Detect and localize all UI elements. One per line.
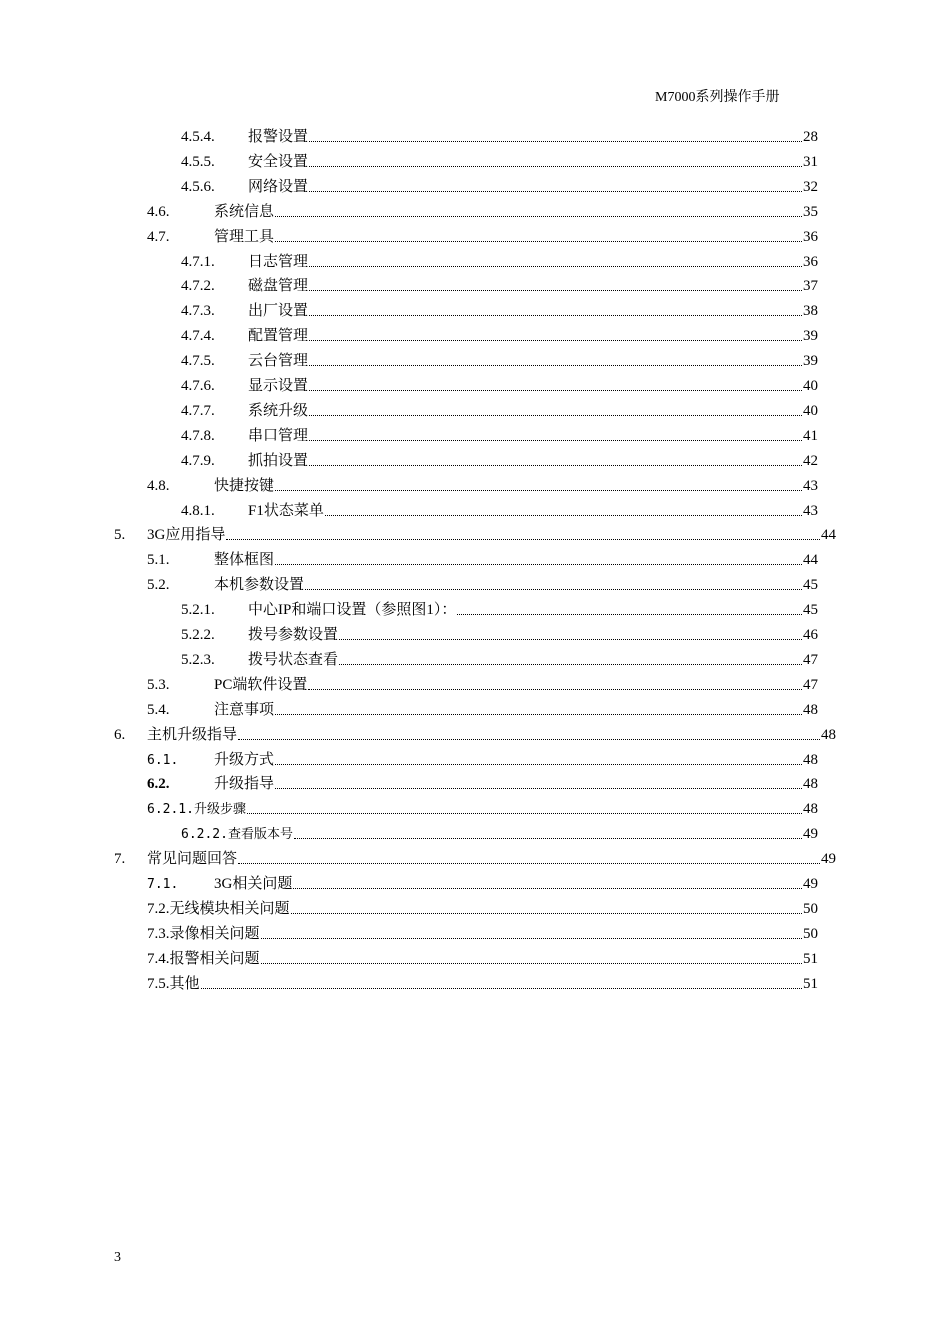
toc-entry[interactable]: [181, 425, 818, 447]
toc-entry-page: 44: [803, 552, 818, 569]
toc-entry-number: 5.1.: [147, 552, 170, 569]
toc-entry-page: 48: [803, 776, 818, 793]
toc-entry-number: 4.7.3.: [181, 303, 215, 320]
toc-entry-page: 39: [803, 328, 818, 345]
toc-entry[interactable]: [147, 923, 818, 945]
toc-entry-page: 49: [821, 851, 836, 868]
toc-entry-title: F1状态菜单: [248, 502, 324, 519]
toc-dot-leader: [238, 739, 820, 740]
toc-entry-number: 4.8.: [147, 477, 170, 494]
toc-dot-leader: [457, 614, 802, 615]
toc-entry-page: 45: [803, 577, 818, 594]
toc-entry[interactable]: [147, 873, 818, 895]
toc-entry-title: 抓拍设置: [248, 452, 309, 469]
toc-entry-page: 43: [803, 502, 818, 519]
toc-dot-leader: [275, 216, 802, 217]
toc-dot-leader: [309, 266, 802, 267]
toc-entry-page: 40: [803, 378, 818, 394]
toc-dot-leader: [275, 241, 802, 242]
toc-entry-title: 整体框图: [214, 552, 275, 569]
toc-dot-leader: [339, 639, 802, 640]
toc-entry-page: 38: [803, 303, 818, 320]
toc-entry-page: 50: [803, 925, 818, 942]
toc-dot-leader: [261, 963, 802, 964]
toc-dot-leader: [247, 813, 802, 814]
toc-entry-number: 5.2.2.: [181, 627, 215, 643]
toc-entry-page: 48: [821, 726, 836, 743]
toc-dot-leader: [309, 365, 802, 366]
toc-entry-page: 44: [821, 527, 836, 544]
toc-entry-title: 升级指导: [214, 776, 275, 793]
toc-entry-number: 6.1.: [147, 752, 179, 768]
toc-entry-number: 4.8.1.: [181, 502, 215, 519]
toc-entry-page: 48: [803, 701, 818, 718]
toc-dot-leader: [261, 938, 802, 939]
toc-entry[interactable]: [147, 798, 818, 820]
toc-entry[interactable]: [181, 126, 818, 148]
toc-entry-title: 7.4.报警相关问题: [147, 950, 260, 967]
toc-entry[interactable]: [181, 624, 818, 646]
toc-entry[interactable]: [181, 300, 818, 322]
toc-entry-title: 7.2.无线模块相关问题: [147, 900, 290, 917]
toc-entry-page: 40: [803, 402, 818, 419]
toc-entry-title: 系统升级: [248, 402, 309, 419]
toc-entry-page: 45: [803, 602, 818, 619]
toc-entry-title: 3G相关问题: [214, 876, 293, 892]
toc-entry-page: 35: [803, 203, 818, 220]
toc-entry-number: 4.6.: [147, 203, 170, 220]
toc-entry-page: 31: [803, 153, 818, 170]
toc-entry-title: 系统信息: [214, 203, 275, 220]
toc-entry[interactable]: [147, 226, 818, 248]
toc-entry[interactable]: [181, 275, 818, 297]
toc-dot-leader: [309, 390, 802, 391]
toc-entry[interactable]: [181, 176, 818, 198]
toc-entry[interactable]: [147, 549, 818, 571]
toc-entry-number: 4.7.4.: [181, 328, 215, 345]
toc-entry[interactable]: [181, 400, 818, 422]
toc-dot-leader: [309, 465, 802, 466]
toc-entry[interactable]: [114, 524, 836, 546]
toc-entry-number: 5.4.: [147, 701, 170, 718]
toc-entry-page: 51: [803, 950, 818, 967]
toc-dot-leader: [309, 415, 802, 416]
toc-dot-leader: [308, 689, 802, 690]
toc-entry[interactable]: [147, 973, 818, 995]
toc-entry[interactable]: [181, 450, 818, 472]
toc-entry-page: 50: [803, 900, 818, 917]
toc-entry[interactable]: [147, 699, 818, 721]
toc-entry-page: 47: [803, 651, 818, 668]
toc-entry[interactable]: [181, 350, 818, 372]
toc-entry-title: 安全设置: [248, 153, 309, 170]
toc-entry-page: 49: [803, 876, 818, 892]
toc-entry-title: 6.2.1.升级步骤: [147, 802, 246, 818]
toc-dot-leader: [325, 515, 802, 516]
toc-dot-leader: [294, 838, 802, 839]
toc-entry-title: 日志管理: [248, 253, 309, 270]
toc-entry-number: 4.7.7.: [181, 402, 215, 419]
toc-entry[interactable]: [181, 649, 818, 671]
toc-dot-leader: [238, 863, 820, 864]
toc-dot-leader: [309, 166, 802, 167]
toc-entry[interactable]: [147, 674, 818, 696]
toc-dot-leader: [309, 141, 802, 142]
toc-entry-page: 36: [803, 253, 818, 270]
toc-entry-title: 配置管理: [248, 328, 309, 345]
toc-entry-title: 拨号状态查看: [248, 651, 339, 668]
toc-entry[interactable]: [181, 151, 818, 173]
toc-dot-leader: [309, 340, 802, 341]
toc-entry-page: 39: [803, 353, 818, 370]
toc-entry-number: 7.1.: [147, 877, 179, 892]
toc-entry-title: 快捷按键: [214, 477, 275, 494]
toc-entry-title: 升级方式: [214, 751, 275, 768]
toc-entry-title: 本机参数设置: [214, 577, 305, 594]
toc-entry-title: 7.5.其他: [147, 975, 200, 992]
toc-entry-title: PC端软件设置: [214, 676, 308, 693]
toc-entry-title: 主机升级指导: [147, 726, 238, 743]
toc-entry-number: 4.5.6.: [181, 178, 215, 195]
toc-dot-leader: [275, 788, 802, 789]
toc-entry-number: 6.: [114, 726, 126, 743]
toc-entry[interactable]: [147, 773, 818, 795]
toc-dot-leader: [275, 490, 802, 491]
toc-entry-title: 报警设置: [248, 129, 309, 145]
toc-entry-number: 4.5.5.: [181, 153, 215, 170]
toc-entry[interactable]: [147, 475, 818, 497]
toc-entry-number: 4.7.2.: [181, 278, 215, 295]
toc-entry-title: 管理工具: [214, 228, 275, 245]
toc-dot-leader: [291, 913, 802, 914]
toc-entry-title: 3G应用指导: [147, 527, 226, 544]
toc-entry-number: 4.5.4.: [181, 129, 215, 145]
toc-entry-page: 32: [803, 178, 818, 195]
toc-entry-title: 云台管理: [248, 353, 309, 370]
toc-entry-page: 36: [803, 228, 818, 245]
toc-entry-page: 48: [803, 751, 818, 768]
toc-entry-title: 注意事项: [214, 701, 275, 718]
toc-entry-title: 网络设置: [248, 178, 309, 195]
toc-entry-title: 常见问题回答: [147, 851, 238, 868]
toc-entry-number: 5.2.: [147, 577, 170, 594]
toc-dot-leader: [309, 440, 802, 441]
toc-dot-leader: [226, 539, 820, 540]
toc-entry-title: 串口管理: [248, 427, 309, 444]
toc-entry[interactable]: [147, 749, 818, 771]
toc-entry-page: 43: [803, 477, 818, 494]
toc-entry[interactable]: [147, 574, 818, 596]
toc-entry-title: 中心IP和端口设置（参照图1）：: [248, 602, 457, 619]
toc-entry-page: 51: [803, 975, 818, 992]
toc-entry-number: 4.7.6.: [181, 378, 215, 394]
toc-entry-number: 4.7.9.: [181, 452, 215, 469]
toc-entry[interactable]: [114, 848, 836, 870]
toc-entry-title: 6.2.2.查看版本号: [181, 827, 293, 843]
toc-dot-leader: [275, 764, 802, 765]
toc-dot-leader: [201, 988, 802, 989]
toc-entry-title: 7.3.录像相关问题: [147, 925, 260, 942]
toc-dot-leader: [309, 191, 802, 192]
toc-entry-number: 4.7.8.: [181, 427, 215, 444]
toc-entry-title: 磁盘管理: [248, 278, 309, 295]
toc-entry[interactable]: [147, 948, 818, 970]
toc-entry-number: 4.7.1.: [181, 253, 215, 270]
toc-entry[interactable]: [114, 724, 836, 746]
toc-entry-number: 5.: [114, 527, 126, 544]
toc-dot-leader: [275, 714, 802, 715]
toc-entry-page: 47: [803, 676, 818, 693]
toc-entry-number: 5.2.1.: [181, 602, 215, 619]
page-number: 3: [114, 1250, 121, 1265]
toc-entry-number: 7.: [114, 851, 126, 868]
toc-entry-number: 4.7.5.: [181, 353, 215, 370]
toc-entry-page: 28: [803, 129, 818, 145]
toc-entry-number: 4.7.: [147, 228, 170, 245]
toc-entry[interactable]: [181, 325, 818, 347]
toc-entry-title: 拨号参数设置: [248, 627, 339, 643]
toc-entry-page: 41: [803, 427, 818, 444]
toc-entry[interactable]: [147, 898, 818, 920]
toc-dot-leader: [305, 589, 802, 590]
toc-dot-leader: [339, 664, 802, 665]
toc-entry-page: 42: [803, 452, 818, 469]
toc-entry-page: 37: [803, 278, 818, 295]
toc-entry[interactable]: [181, 251, 818, 273]
toc-entry-page: 49: [803, 826, 818, 843]
toc-dot-leader: [309, 290, 802, 291]
toc-dot-leader: [275, 564, 802, 565]
toc-entry[interactable]: [181, 375, 818, 397]
toc-entry-page: 48: [803, 801, 818, 818]
toc-entry-number: 5.3.: [147, 676, 170, 693]
toc-entry-number: 6.2.: [147, 776, 170, 793]
toc-entry[interactable]: [181, 823, 818, 845]
toc-entry-title: 出厂设置: [248, 303, 309, 320]
toc-entry[interactable]: [181, 599, 818, 621]
toc-dot-leader: [293, 888, 802, 889]
page-header-title: M7000系列操作手册: [655, 90, 780, 105]
toc-entry[interactable]: [181, 500, 818, 522]
toc-entry-page: 46: [803, 627, 818, 643]
toc-entry-number: 5.2.3.: [181, 651, 215, 668]
toc-dot-leader: [309, 315, 802, 316]
toc-entry[interactable]: [147, 201, 818, 223]
toc-entry-title: 显示设置: [248, 378, 309, 394]
